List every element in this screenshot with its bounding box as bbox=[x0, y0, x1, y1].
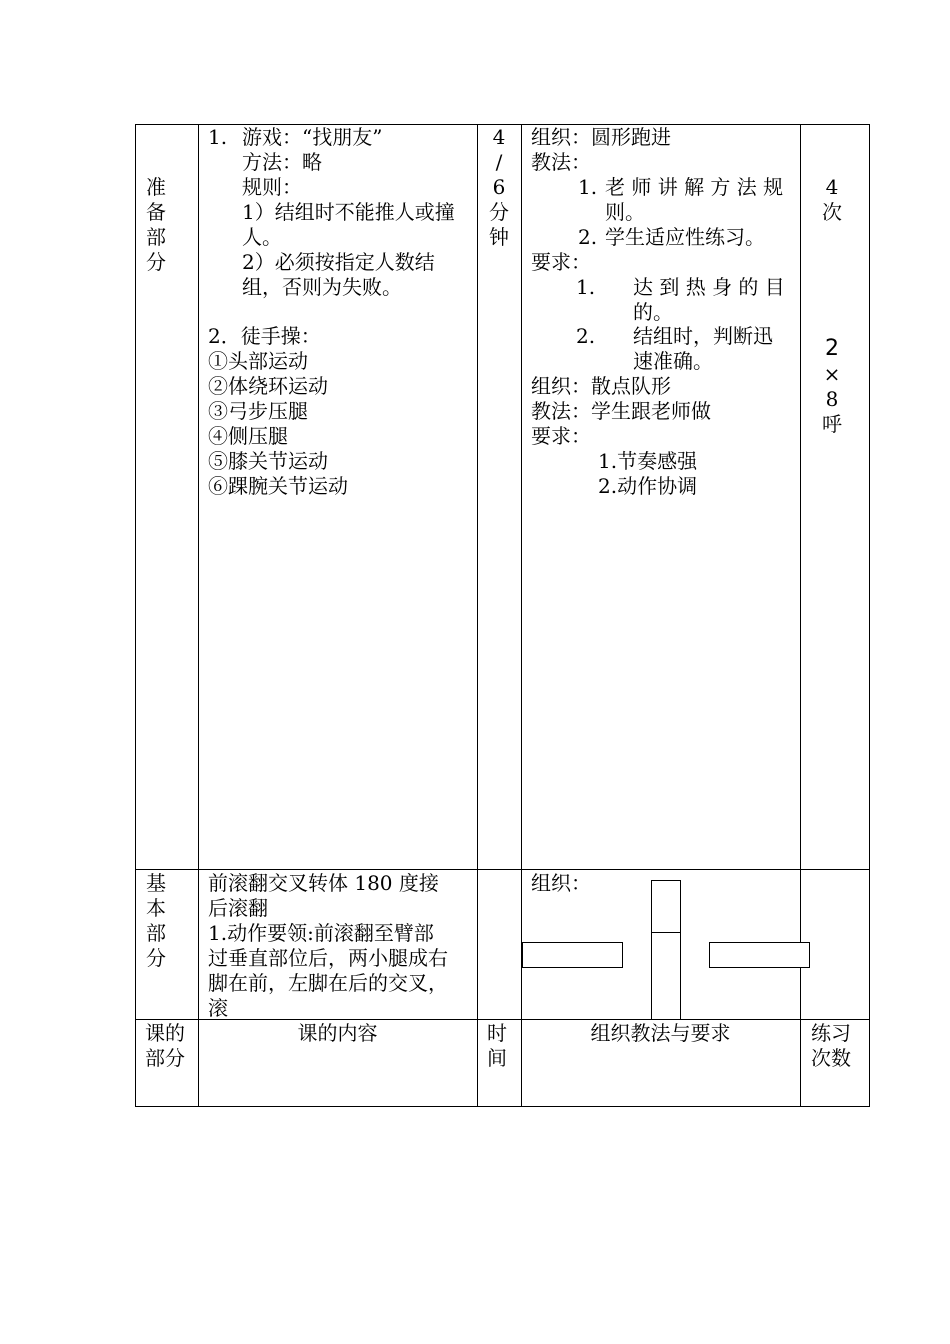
rule1-line2: 人。 bbox=[242, 225, 282, 249]
exercise-item: ④侧压腿 bbox=[208, 424, 288, 448]
formation-mat-bottom bbox=[651, 932, 681, 1020]
method1-line1: 老 师 讲 解 方 法 规 bbox=[605, 175, 784, 199]
time-char: / bbox=[495, 150, 503, 174]
prep-reps-1 bbox=[820, 175, 844, 225]
col-divider-1 bbox=[198, 124, 199, 1107]
row-divider-basic bbox=[135, 869, 870, 870]
requirement-label: 要求： bbox=[531, 250, 591, 274]
req2-number: 2. bbox=[576, 324, 596, 348]
reps-char: 8 bbox=[825, 387, 839, 411]
requirement2-item: 2.动作协调 bbox=[598, 474, 698, 498]
time-char: 分 bbox=[489, 200, 509, 224]
reps-char: × bbox=[823, 362, 841, 386]
item1-title: 游戏：“找朋友” bbox=[242, 125, 383, 149]
basic-section-label bbox=[144, 871, 168, 971]
method2-number: 2. bbox=[578, 225, 598, 249]
section-char: 本 bbox=[146, 896, 166, 920]
basic-content-line: 后滚翻 bbox=[208, 896, 268, 920]
time-char: 6 bbox=[492, 175, 506, 199]
prep-time bbox=[487, 125, 511, 250]
org-line: 组织：圆形跑进 bbox=[531, 125, 671, 149]
time-char: 4 bbox=[492, 125, 506, 149]
rule1-line1: 1）结组时不能推人或撞 bbox=[242, 200, 455, 224]
header-time-line1: 时 bbox=[487, 1021, 507, 1045]
item1-rules-label: 规则： bbox=[242, 175, 302, 199]
basic-org-label: 组织： bbox=[531, 871, 591, 895]
exercise-item: ③弓步压腿 bbox=[208, 399, 308, 423]
req1-number: 1. bbox=[576, 275, 596, 299]
header-reps-line1: 练习 bbox=[811, 1021, 851, 1045]
formation-mat-right bbox=[709, 942, 810, 968]
req1-line2: 的。 bbox=[633, 300, 673, 324]
rule2-line1: 2）必须按指定人数结 bbox=[242, 250, 435, 274]
basic-content-line: 过垂直部位后，两小腿成右 bbox=[208, 946, 448, 970]
header-part-line1: 课的 bbox=[145, 1021, 185, 1045]
header-time-line2: 间 bbox=[487, 1046, 507, 1070]
header-organization: 组织教法与要求 bbox=[590, 1021, 731, 1045]
method1-line2: 则。 bbox=[605, 200, 645, 224]
exercise-item: ②体绕环运动 bbox=[208, 374, 328, 398]
requirement2-label: 要求： bbox=[531, 424, 591, 448]
reps-char: 次 bbox=[822, 200, 842, 224]
method-label: 教法： bbox=[531, 150, 591, 174]
prep-section-label bbox=[144, 175, 168, 275]
method2-line: 教法：学生跟老师做 bbox=[531, 399, 711, 423]
item1-number: 1. bbox=[208, 125, 228, 149]
basic-content-line: 前滚翻交叉转体 180 度接 bbox=[208, 871, 439, 895]
exercise-item: ①头部运动 bbox=[208, 349, 308, 373]
method2-text: 学生适应性练习。 bbox=[605, 225, 765, 249]
row-divider-header bbox=[135, 1019, 870, 1020]
item1-method: 方法：略 bbox=[242, 150, 322, 174]
requirement2-item: 1.节奏感强 bbox=[598, 449, 698, 473]
prep-reps-2 bbox=[820, 336, 844, 437]
req2-line1: 结组时，判断迅 bbox=[633, 324, 773, 348]
reps-char: 呼 bbox=[822, 412, 842, 436]
basic-content-line: 脚在前，左脚在后的交叉， bbox=[208, 971, 448, 995]
header-content: 课的内容 bbox=[297, 1021, 378, 1045]
req1-line1: 达 到 热 身 的 目 bbox=[633, 275, 785, 299]
section-char: 部 bbox=[146, 225, 166, 249]
reps-char: 2 bbox=[825, 336, 839, 361]
header-part-line2: 部分 bbox=[145, 1046, 185, 1070]
req2-line2: 速准确。 bbox=[633, 349, 713, 373]
section-char: 分 bbox=[146, 946, 166, 970]
section-char: 备 bbox=[146, 200, 166, 224]
section-char: 部 bbox=[146, 921, 166, 945]
header-reps-line2: 次数 bbox=[811, 1046, 851, 1070]
section-char: 分 bbox=[146, 250, 166, 274]
basic-content-line: 滚 bbox=[208, 996, 228, 1020]
exercise-item: ⑤膝关节运动 bbox=[208, 449, 328, 473]
col-divider-2 bbox=[477, 124, 478, 1107]
org2-line: 组织：散点队形 bbox=[531, 374, 671, 398]
section-char: 准 bbox=[146, 175, 166, 199]
exercise-item: ⑥踝腕关节运动 bbox=[208, 474, 348, 498]
time-char: 钟 bbox=[489, 225, 509, 249]
section-char: 基 bbox=[146, 871, 166, 895]
item2-title: 2．徒手操： bbox=[208, 324, 321, 348]
basic-content-line: 1.动作要领:前滚翻至臂部 bbox=[208, 921, 434, 945]
formation-mat-left bbox=[522, 942, 623, 968]
method1-number: 1. bbox=[578, 175, 598, 199]
rule2-line2: 组，否则为失败。 bbox=[242, 275, 402, 299]
reps-char: 4 bbox=[825, 175, 839, 199]
